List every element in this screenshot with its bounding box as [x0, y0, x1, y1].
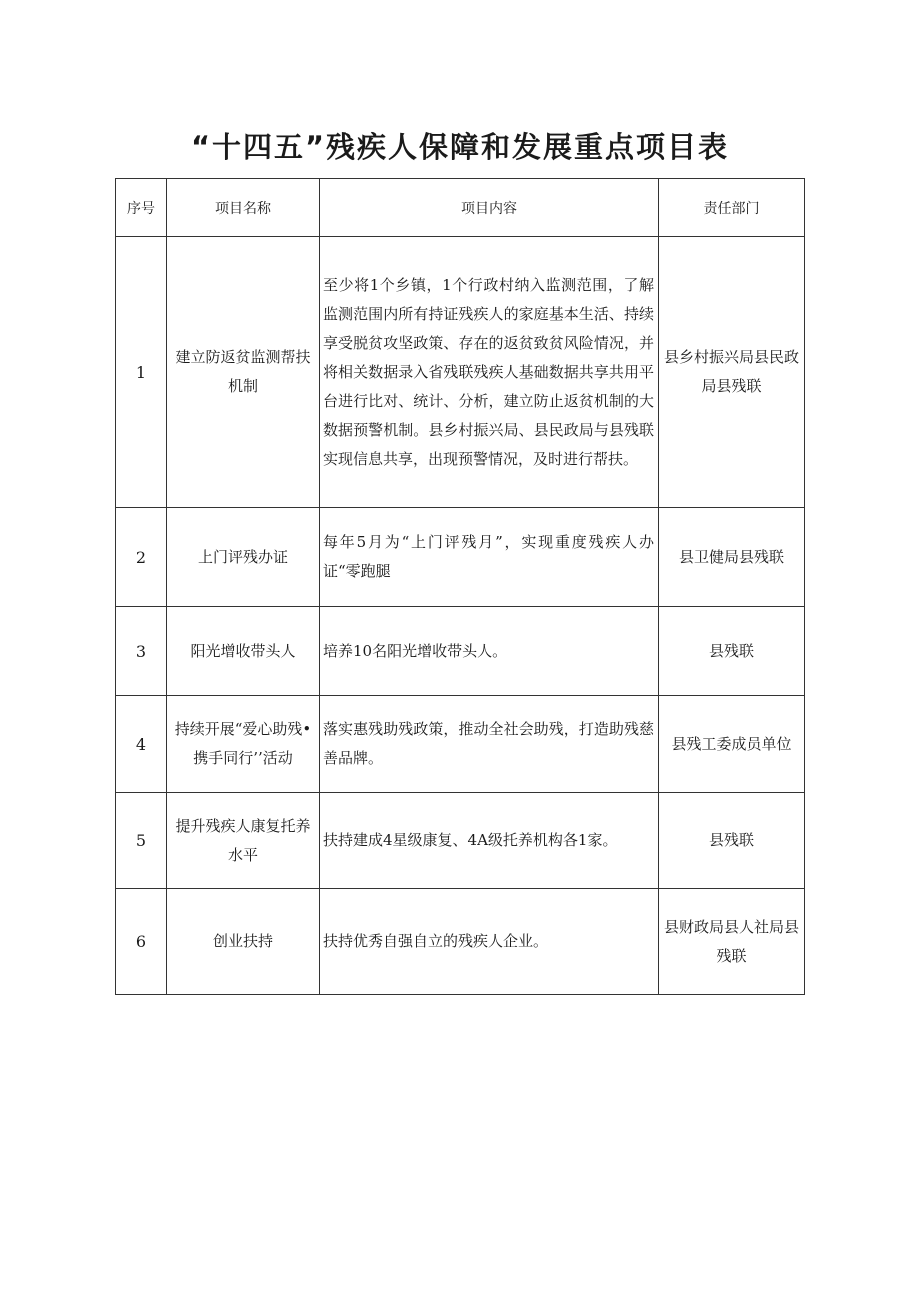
- row-index: 4: [116, 696, 167, 793]
- row-project-name: 上门评残办证: [167, 508, 320, 607]
- table-row: [116, 696, 805, 793]
- row-department: 县乡村振兴局县民政局县残联: [659, 237, 805, 508]
- row-project-name: 建立防返贫监测帮扶机制: [167, 237, 320, 508]
- project-table: [115, 178, 805, 995]
- row-index: 6: [116, 889, 167, 995]
- table-row: [116, 889, 805, 995]
- row-department: 县财政局县人社局县残联: [659, 889, 805, 995]
- header-department: 责任部门: [659, 179, 805, 237]
- table-row: [116, 508, 805, 607]
- table-row: [116, 793, 805, 889]
- row-department: 县残工委成员单位: [659, 696, 805, 793]
- row-project-content: 至少将1个乡镇，1个行政村纳入监测范围，了解监测范围内所有持证残疾人的家庭基本生活、持续享受脱贫攻坚政策、存在的返贫致贫风险情况，并将相关数据录入省残联残疾人基础数据共享共用平台进行比对、统计、分析，建立防止返贫机制的大数据预警机制。县乡村振兴局、县民政局与县残联实现信息共享，出现预警情况，及时进行帮扶。: [320, 237, 659, 508]
- row-project-name: 创业扶持: [167, 889, 320, 995]
- row-project-name: 持续开展“爱心助残•携手同行’’活动: [167, 696, 320, 793]
- row-project-name: 阳光增收带头人: [167, 607, 320, 696]
- table-row: [116, 607, 805, 696]
- row-index: 3: [116, 607, 167, 696]
- row-department: 县残联: [659, 793, 805, 889]
- row-index: 2: [116, 508, 167, 607]
- row-department: 县残联: [659, 607, 805, 696]
- row-project-content: 落实惠残助残政策，推动全社会助残，打造助残慈善品牌。: [320, 696, 659, 793]
- row-index: 1: [116, 237, 167, 508]
- table-header-row: [116, 179, 805, 237]
- header-project-name: 项目名称: [167, 179, 320, 237]
- row-project-content: 每年5月为“上门评残月”，实现重度残疾人办证“零跑腿: [320, 508, 659, 607]
- row-index: 5: [116, 793, 167, 889]
- row-department: 县卫健局县残联: [659, 508, 805, 607]
- header-project-content: 项目内容: [320, 179, 659, 237]
- row-project-content: 扶持优秀自强自立的残疾人企业。: [320, 889, 659, 995]
- page-title: “十四五”残疾人保障和发展重点项目表: [190, 130, 730, 164]
- row-project-name: 提升残疾人康复托养水平: [167, 793, 320, 889]
- row-project-content: 培养10名阳光增收带头人。: [320, 607, 659, 696]
- table-row: [116, 237, 805, 508]
- row-project-content: 扶持建成4星级康复、4A级托养机构各1家。: [320, 793, 659, 889]
- header-index: 序号: [116, 179, 167, 237]
